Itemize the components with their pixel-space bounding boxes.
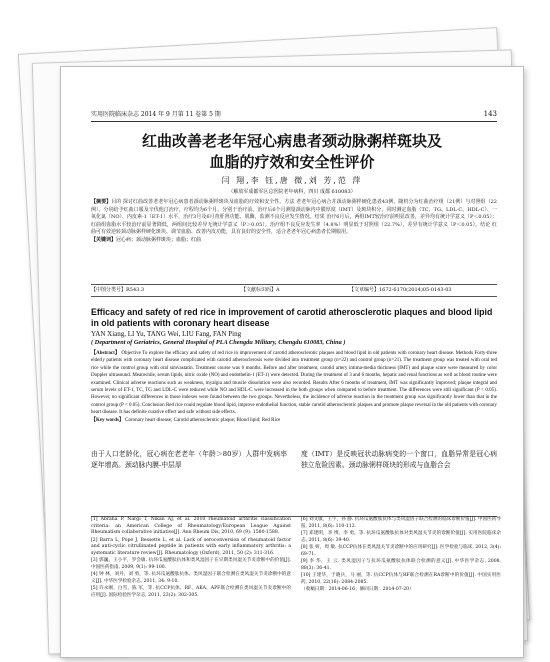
document-code: 【文献标识码】A (241, 287, 280, 293)
article-meta-row (91, 284, 497, 297)
title-cn (61, 131, 523, 173)
reference-item: [9] 李 华，王 云. 类风湿因子与抗环瓜氨酸肽抗体联合检测的意义[J]. 中华医学杂志, 2008, 88(3): 36-41. (301, 559, 501, 571)
title-cn-line2: 血脂的疗效和安全性评价 (209, 153, 375, 171)
journal-page (60, 66, 524, 658)
reference-item: [4] 钟 林，刘丹，刘 勇，等. 抗环瓜氨酸肽抗体、类风湿因子联合检测在类风湿关节炎诊断中的意义[J]. 中华医学检验杂志, 2011, 34: 9-10. (91, 572, 291, 585)
abstract-cn-text: 目的 探讨红曲改善老老年冠心病患者颈动脉粥样斑块及血脂的疗效和安全性。方法 老老年冠心病合并颈动脉粥样硬化患者43例，随机分为红曲治疗组（21例）与对照组（22例），分别给予红曲口服及辛伐他汀治疗，疗程均为6个月。分别于治疗前、治疗后6个月测量颈动脉内中膜厚度（IMT）及斑块积分，同时测定血脂（TC、TG、LDL-C、HDL-C）、一氧化氮（NO）、内皮素-1（ET-1）水平，治疗3月及6月查肝肾功能、肌酶，监测不良反应发生情况。结果 治疗6月后，两组IMT较治疗前明显改善，差异均有统计学意义（P＜0.05）；红曲组血脂水平较治疗前显著降低，两组间比较差异无统计学意义（P＞0.05）。治疗组不良反应发生率（4.8%）明显低于对照组（22.7%），差异有统计学意义（P＜0.05）。结论 红曲可有效逆转颈动脉粥样硬化斑块、调节血脂、改善内皮功能，具有良好的安全性，适合老老年冠心病患者长期服用。 (91, 199, 497, 236)
reference-item: [8] 张 妍，周 敏. 抗CCP抗体在类风湿关节炎诊断中的应用研究[J]. 医学检验与临床, 2012, 3(4): 69-71. (301, 545, 501, 557)
body-column-right: 度（IMT）是反映冠状动脉病变的一个窗口，血脂异常是冠心病独立危险因素。颈动脉粥样斑块的形成与血脂合会 (301, 450, 497, 469)
page-number: 143 (483, 110, 497, 118)
reference-item: [6] 刘文敏，王宇，孙 静. 抗环瓜氨酸肽抗体与类风湿因子联合检测的临床诊断价值[J]. 中国医药导报, 2011, 8(6): 110-112. (301, 517, 501, 529)
keywords-en-label: 【Key words】 (91, 417, 124, 423)
affiliation-en: ( Department of Geriatrics, General Hospital of PLA Chengdu Military, Chengdu 610083, China ) (91, 339, 346, 346)
reference-item: [2] Barra L, Pope J, Bessette L, et al. Lack of seroconversion of rheumatoid factor and anti-cyclic citrullinated peptide in patients with early inflammatory arthritis: a systematic literature review[J]. Rheumatology (Oxford), 2011, 50 (2): 311-316. (91, 537, 291, 557)
abstract-en-text: Objective To explore the efficacy and safety of red rice in improvement of carotid atherosclerotic plaques and blood lipid in old patients with coronary heart disease. Methods Forty-three elderly patients with coronary heart disease complicated with carotid atherosclerosis were divided into treatment group (n=22) and control group (n=21). The treatment group was treated with oral red rice while the control group with oral simvastatin. Treatment course was 6 months. Before and after treatment, carotid artery intima-media thickness (IMT) and plaque score were measured by color Doppler ultrasound. Meanwhile, serum lipids, nitric oxide (NO) and endothelin-1 (ET-1) were detected. During the treatment of 3 and 6 months, hepatic and renal functions as well as blood routine were examined. Clinical adverse reactions such as weakness, myalgia and muscle dissolution were also recorded. Results After 6 months of treatment, IMT was significantly improved; plaque integral and serum levels of ET-1, TC, TG and LDL-C were reduced while NO and HDL-C were increased in the both groups when compared to before treatment. The differences were still significant (P < 0.05). However, no significant differences in those indexes were found between the two groups. Nevertheless, the incidence of adverse reaction in the treatment group was significantly lower than that in the control group (P < 0.05). Conclusion Red rice could regulate blood lipid, improve endothelial function, stable carotid atherosclerotic plaques and promote plaque reversal in the old patients with coronary heart disease. It has definite curative effect and safe without side effects. (91, 351, 498, 416)
abstract-en-label: 【Abstract】 (91, 351, 121, 356)
journal-name: 实用医院临床杂志 2014 年 9 月第 11 卷第 5 期 (91, 111, 221, 118)
reference-item: [5] 许永刚，白雪，陈 军，等. 抗CCP抗体、RF、AKA、APF联合检测在类风湿关节炎诊断中的应用[J]. 国际检验医学杂志, 2011, 23(2): 302-305. (91, 586, 291, 599)
keywords-en-text: Coronary heart disease; Carotid atherosclerotic plaque; Blood lipid; Red Rice (125, 417, 281, 423)
references (91, 516, 501, 651)
abstract-cn-label: 【摘要】 (91, 199, 112, 205)
keywords-cn-label: 【关键词】 (91, 236, 117, 243)
article-id: 【文章编号】1672-6170(2014)05-0143-03 (349, 287, 452, 293)
body-column-left: 由于人口老龄化，冠心病在老老年（年龄＞80岁）人群中发病率逐年增高。颈动脉内膜-中层厚 (91, 450, 287, 469)
title-cn-line1: 红曲改善老老年冠心病患者颈动脉粥样斑块及 (141, 132, 442, 150)
authors-en-names: YAN Xiang, LI Yu, TANG Wei, LIU Fang, FAN Ping (91, 330, 242, 338)
references-column-left (91, 517, 291, 600)
abstract-en (91, 350, 497, 424)
authors-en (91, 330, 497, 339)
authors-cn: 闫 翔,李 钰,唐 微,刘 芳,范 萍 (221, 176, 363, 185)
running-head (91, 109, 497, 122)
title-en: Efficacy and safety of red rice in improvement of carotid atherosclerotic plaques and blood lipid in old patients with coronary heart disease (91, 307, 493, 328)
body-text (91, 449, 497, 509)
affiliation-cn: （解放军成都军区总医院老年病科，四川 成都 610083） (228, 189, 356, 195)
reference-item: [1] Abraha P, Nargi T, Nikan AJ, et al. 2010 rheumatoid arthritis classification criteria: an American College of Rheumatology/European League Against Rheumatism collaborative initiative[J]. Ann Rheum Dis, 2010, 69 (9): 1580-1588. (91, 517, 291, 536)
reference-item: [7] 邓建明，李 博，李 勇，等. 抗环瓜氨酸肽抗体对类风湿关节炎的诊断价值[J]. 实用医院临床杂志, 2011, 8(6): 39-40. (301, 531, 501, 543)
keywords-cn-text: 冠心病；颈动脉粥样斑块；血脂；红曲 (116, 236, 202, 243)
reference-item: [3] 郭巍，王小平，罗会敏. 抗环瓜氨酸肽抗体和类风湿因子在早期类风湿关节炎诊断中的价值[J]. 中国医药指南, 2009, 9(1): 99-100. (91, 558, 291, 571)
references-column-right (301, 517, 501, 594)
classification-number: 【中图分类号】R543.3 (91, 287, 145, 293)
received-date: （收稿日期：2014-06-16；修回日期：2014-07-20） (301, 587, 414, 592)
reference-item: [10] 王建华，于晓兵，马 丽，等. 抗CCP抗体与RF联合检测在RA诊断中的价值[J]. 中国实用医药, 2010, 22(16): 2084-2085. (301, 573, 501, 585)
abstract-cn (91, 199, 497, 245)
